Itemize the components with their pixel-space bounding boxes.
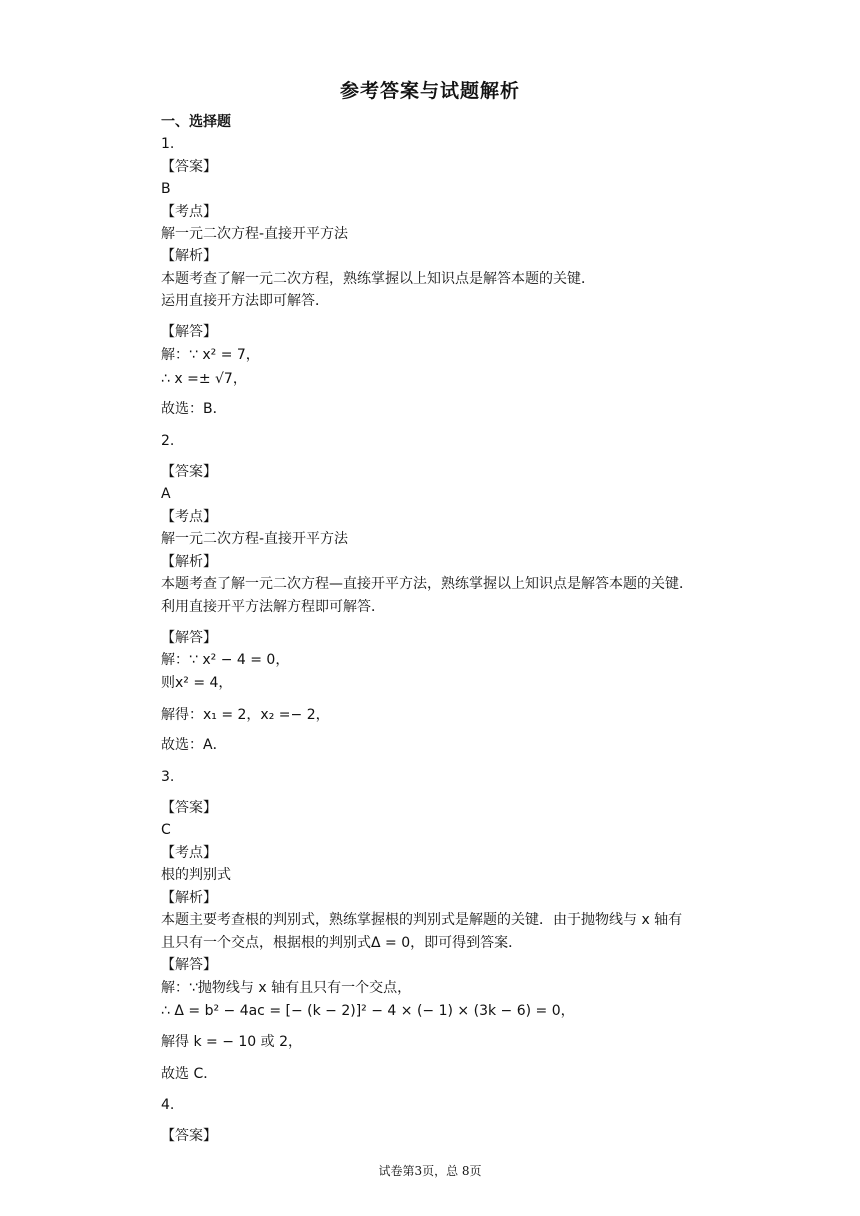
q1-analysis-line-2: 运用直接开方法即可解答．: [161, 293, 329, 309]
q3-answer: C: [161, 822, 171, 838]
q3-analysis-label: 【解析】: [161, 890, 217, 906]
q2-solution-line-4: 故选：A．: [161, 737, 227, 753]
q4-answer-label: 【答案】: [161, 1128, 217, 1144]
q1-answer: B: [161, 181, 171, 197]
q3-analysis-line-2: 且只有一个交点，根据根的判别式Δ = 0，即可得到答案．: [161, 935, 523, 951]
q1-analysis-line-1: 本题考查了解一元二次方程，熟练掌握以上知识点是解答本题的关键．: [161, 271, 595, 287]
q2-solution-label: 【解答】: [161, 630, 217, 646]
q3-point: 根的判别式: [161, 867, 231, 883]
section-heading: 一、选择题: [161, 114, 231, 130]
q3-solution-label: 【解答】: [161, 957, 217, 973]
q3-number: 3.: [161, 769, 175, 785]
page-footer: 试卷第3页，总 8页: [378, 1164, 482, 1178]
q1-point: 解一元二次方程-直接开平方法: [161, 226, 349, 242]
q1-solution-line-1: 解：∵ x² = 7，: [161, 347, 260, 363]
page-title: 参考答案与试题解析: [339, 80, 520, 102]
q3-solution-line-4: 故选 C．: [161, 1066, 218, 1082]
q3-solution-line-1: 解：∵抛物线与 x 轴有且只有一个交点，: [161, 980, 412, 996]
q2-point: 解一元二次方程-直接开平方法: [161, 531, 349, 547]
q1-analysis-label: 【解析】: [161, 248, 217, 264]
q3-solution-line-3: 解得 k = − 10 或 2，: [161, 1034, 302, 1050]
q3-answer-label: 【答案】: [161, 800, 217, 816]
q2-analysis-line-1: 本题考查了解一元二次方程—直接开平方法，熟练掌握以上知识点是解答本题的关键．: [161, 576, 693, 592]
q2-point-label: 【考点】: [161, 509, 217, 525]
q2-solution-line-1: 解：∵ x² − 4 = 0，: [161, 652, 290, 668]
q2-answer-label: 【答案】: [161, 464, 217, 480]
q1-solution-label: 【解答】: [161, 324, 217, 340]
q2-number: 2.: [161, 433, 175, 449]
q3-solution-line-2: ∴ Δ = b² − 4ac = [− (k − 2)]² − 4 × (− 1) × (3k − 6) = 0，: [161, 1003, 575, 1019]
q2-solution-line-2: 则x² = 4，: [161, 675, 233, 691]
q2-analysis-line-2: 利用直接开平方法解方程即可解答．: [161, 599, 385, 615]
q3-point-label: 【考点】: [161, 845, 217, 861]
q3-analysis-line-1: 本题主要考查根的判别式，熟练掌握根的判别式是解题的关键．由于抛物线与 x 轴有: [161, 912, 683, 928]
q1-answer-label: 【答案】: [161, 159, 217, 175]
q2-answer: A: [161, 486, 171, 502]
q1-solution-line-2: ∴ x =± √7，: [161, 371, 247, 387]
q2-analysis-label: 【解析】: [161, 554, 217, 570]
q1-point-label: 【考点】: [161, 204, 217, 220]
q1-solution-line-3: 故选：B．: [161, 401, 227, 417]
q4-number: 4.: [161, 1097, 175, 1113]
q1-number: 1.: [161, 136, 175, 152]
q2-solution-line-3: 解得：x₁ = 2，x₂ =− 2，: [161, 707, 330, 723]
